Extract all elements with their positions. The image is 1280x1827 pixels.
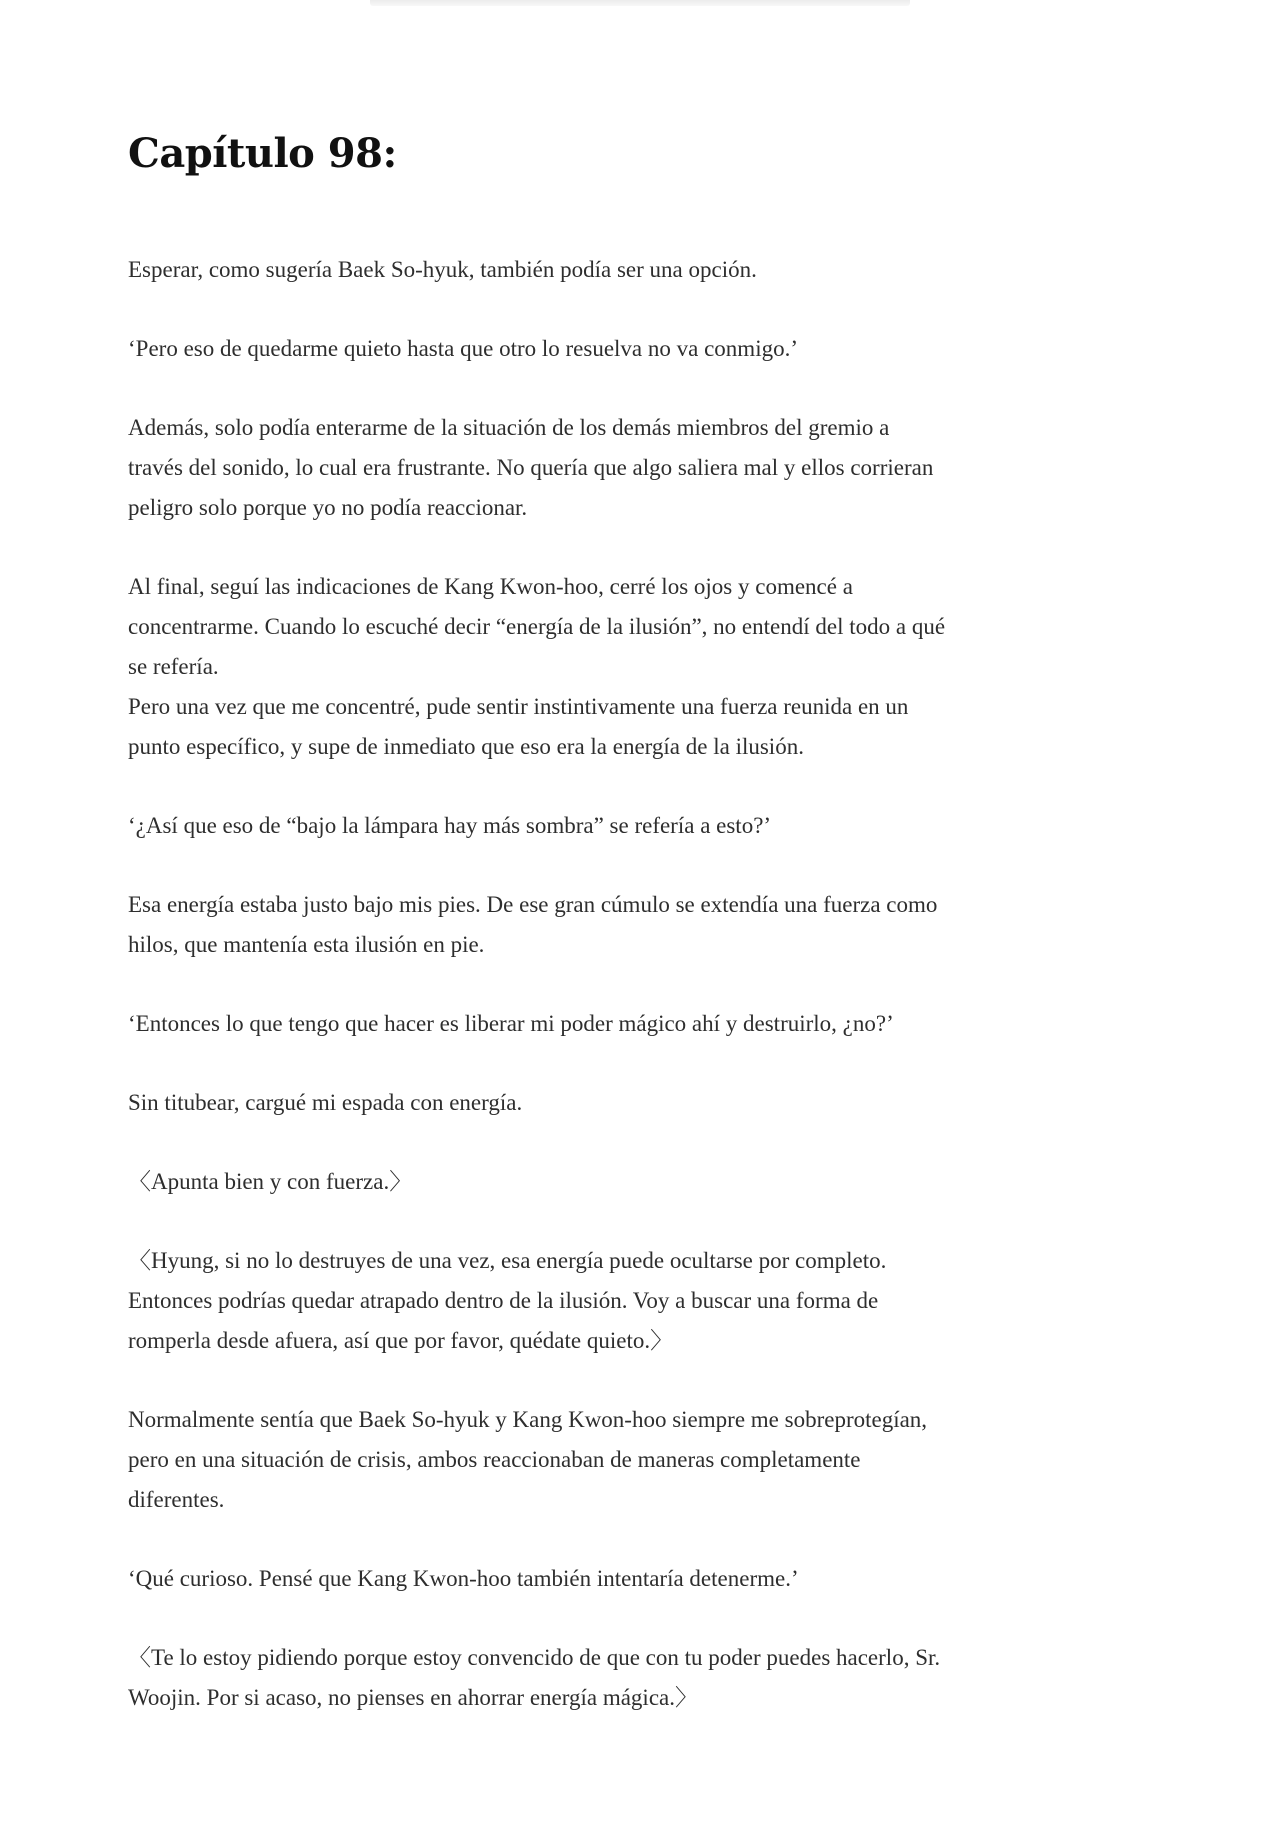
paragraph: Al final, seguí las indicaciones de Kang Kwon-hoo, cerré los ojos y comencé a concentrarme. Cuando lo escuché decir “energía de la ilusión”, no entendí del todo a qué se refería. [128,574,946,679]
paragraph: Pero una vez que me concentré, pude sentir instintivamente una fuerza reunida en un punto específico, y supe de inmediato que eso era la energía de la ilusión. [128,694,909,759]
dialogue-paragraph: 〈Apunta bien y con fuerza.〉 [128,1169,413,1194]
paragraph: Esperar, como sugería Baek So-hyuk, también podía ser una opción. [128,257,757,282]
dialogue-paragraph: 〈Hyung, si no lo destruyes de una vez, esa energía puede ocultarse por completo. Entonces podrías quedar atrapado dentro de la ilusión. Voy a buscar una forma de romperla desde afuera, así que por favor, quédate quieto.〉 [128,1248,887,1353]
paragraph: Además, solo podía enterarme de la situación de los demás miembros del gremio a través del sonido, lo cual era frustrante. No quería que algo saliera mal y ellos corrieran peligro solo porque yo no podía reaccionar. [128,415,934,520]
paragraph: Sin titubear, cargué mi espada con energía. [128,1090,523,1115]
paragraph: ‘¿Así que eso de “bajo la lámpara hay más sombra” se refería a esto?’ [128,813,772,838]
paragraph: ‘Entonces lo que tengo que hacer es liberar mi poder mágico ahí y destruirlo, ¿no?’ [128,1011,894,1036]
paragraph: Normalmente sentía que Baek So-hyuk y Kang Kwon-hoo siempre me sobreprotegían, pero en una situación de crisis, ambos reaccionaban de maneras completamente diferentes. [128,1407,928,1512]
chapter-title: Capítulo 98: [128,130,397,177]
dialogue-paragraph: 〈Te lo estoy pidiendo porque estoy convencido de que con tu poder puedes hacerlo, Sr. Woojin. Por si acaso, no pienses en ahorrar energía mágica.〉 [128,1645,941,1710]
paragraph: Esa energía estaba justo bajo mis pies. De ese gran cúmulo se extendía una fuerza como hilos, que mantenía esta ilusión en pie. [128,892,938,957]
chapter-body [128,250,1168,1757]
top-scroll-indicator [370,0,910,6]
paragraph: ‘Pero eso de quedarme quieto hasta que otro lo resuelva no va conmigo.’ [128,336,798,361]
paragraph: ‘Qué curioso. Pensé que Kang Kwon-hoo también intentaría detenerme.’ [128,1566,799,1591]
